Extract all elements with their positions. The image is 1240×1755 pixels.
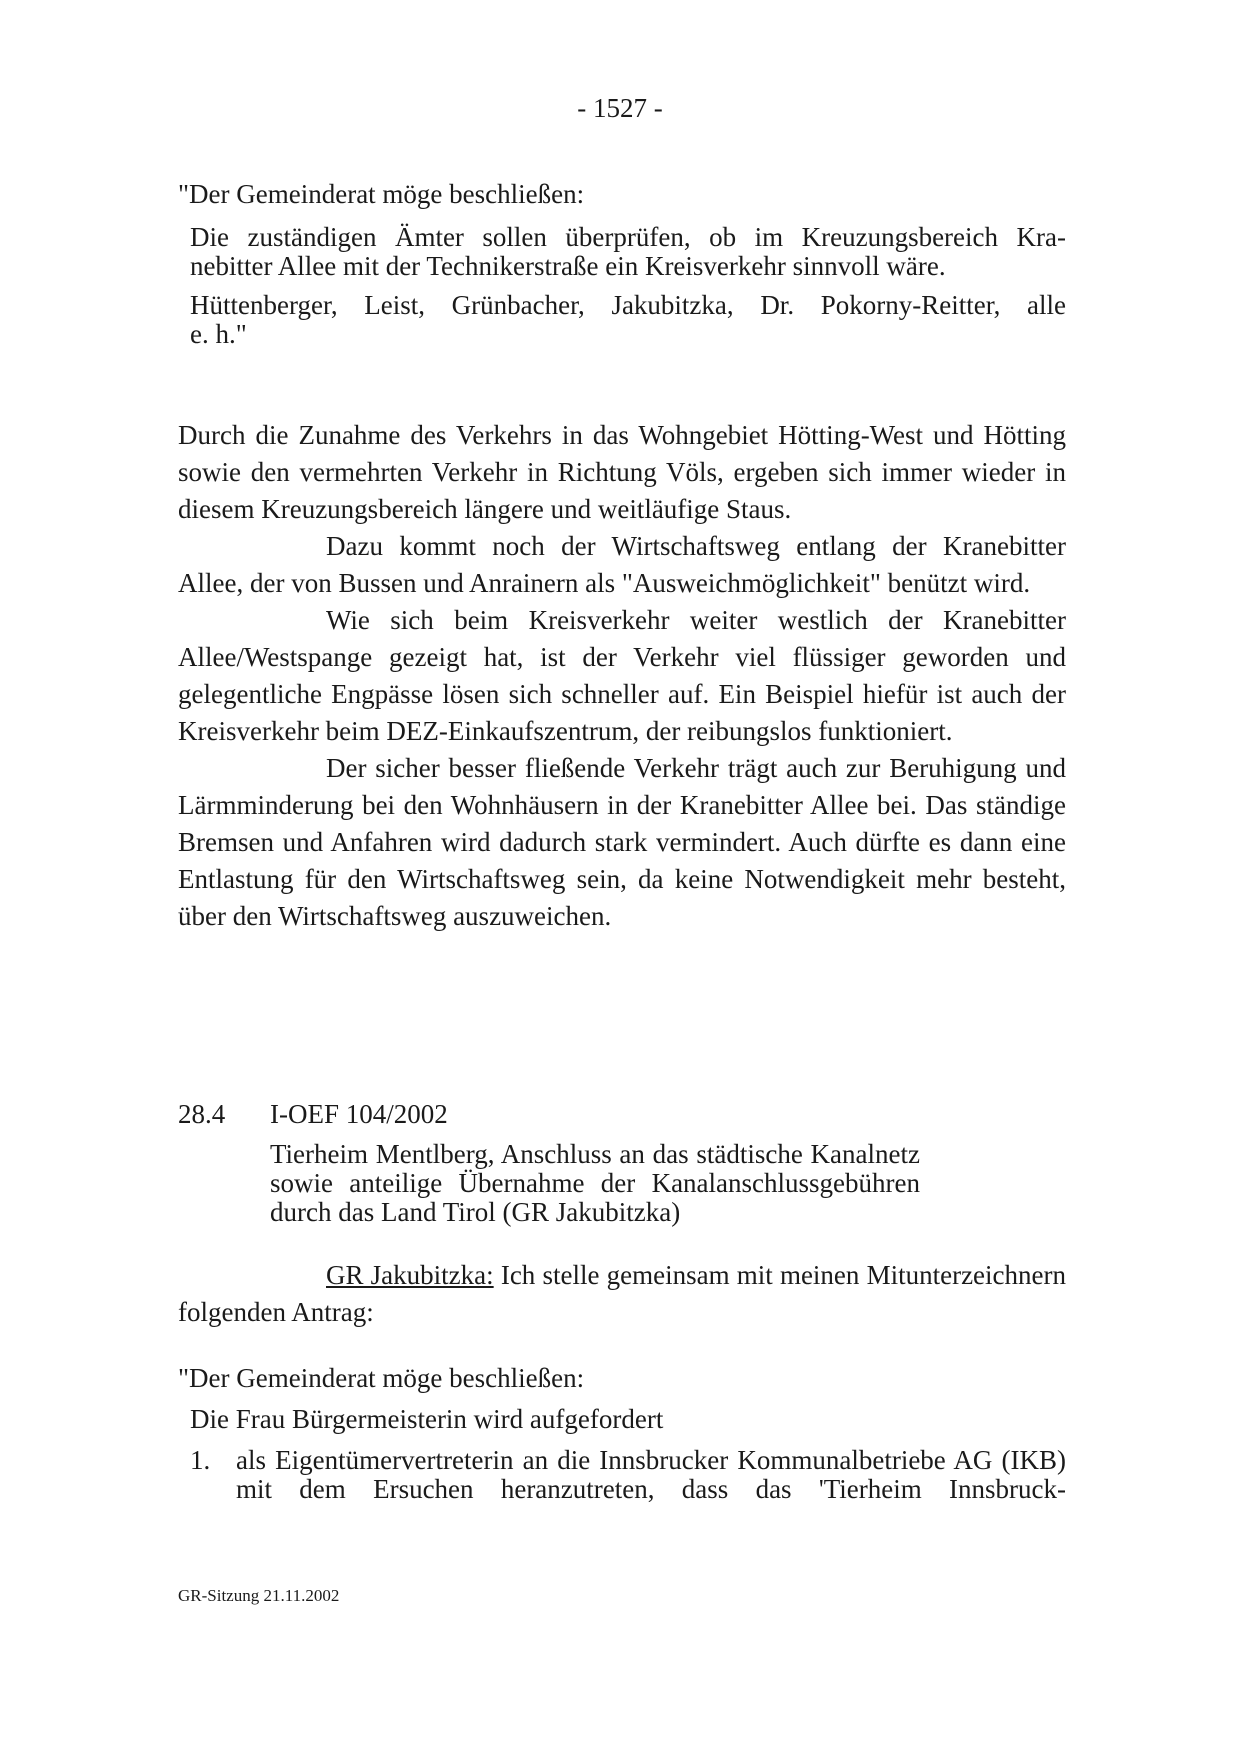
motion-1-signers [190, 291, 1066, 349]
agenda-item-header [178, 1096, 448, 1133]
speech-text: Ich stelle gemeinsam mit meinen Mitunterzeichnern folgenden Antrag: [178, 1260, 1066, 1327]
paragraph-3: Wie sich beim Kreisverkehr weiter westlich der Kranebitter Allee/Westspange gezeigt hat, ist der Verkehr viel flüssiger geworden und gelegentliche Engpässe lösen sich schneller auf. Ein Beispiel hiefür ist auch der Kreisverkehr beim DEZ-Einkaufszentrum, der reibungslos funktioniert. [178, 605, 1066, 746]
motion-2-intro: "Der Gemeinderat möge beschließen: [178, 1363, 585, 1393]
motion-1-text-line-2: nebitter Allee mit der Technikerstraße ein Kreisverkehr sinnvoll wäre. [190, 251, 946, 281]
motion-2 [178, 1360, 1066, 1438]
motion-2-lead: Die Frau Bürgermeisterin wird aufgefordert [190, 1404, 664, 1434]
paragraph-4: Der sicher besser fließende Verkehr trägt auch zur Beruhigung und Lärmminderung bei den Wohnhäusern in der Kranebitter Allee bei. Das ständige Bremsen und Anfahren wird dadurch stark vermindert. Auch dürfte es dann eine Entlastung für den Wirtschaftsweg sein, da keine Notwendigkeit mehr besteht, über den Wirtschaftsweg auszuweichen. [178, 753, 1066, 931]
motion-1-text-line-1: Die zuständigen Ämter sollen überprüfen, ob im Kreuzungsbereich Kra- [190, 222, 1066, 252]
footer-session-date: GR-Sitzung 21.11.2002 [178, 1586, 340, 1605]
agenda-item-number: 28.4 [178, 1099, 226, 1129]
motion-1-intro: "Der Gemeinderat möge beschließen: [178, 179, 585, 209]
motion-1-signers-line-2: e. h." [190, 319, 247, 349]
speaker-name: GR Jakubitzka: [326, 1260, 494, 1290]
list-item-text: als Eigentümervertreterin an die Innsbrucker Kommunalbetriebe AG (IKB) mit dem Ersuchen heranzutreten, dass das 'Tierheim Innsbruck- [236, 1445, 1066, 1504]
motion-1-signers-line-1: Hüttenberger, Leist, Grünbacher, Jakubitzka, Dr. Pokorny-Reitter, alle [190, 290, 1066, 320]
paragraph-1: Durch die Zunahme des Verkehrs in das Wohngebiet Hötting-West und Hötting sowie den vermehrten Verkehr in Richtung Völs, ergeben sich immer wieder in diesem Kreuzungsbereich längere und weitläufige Staus. [178, 420, 1066, 524]
motion-1-text [190, 223, 1066, 281]
paragraph-2: Dazu kommt noch der Wirtschaftsweg entlang der Kranebitter Allee, der von Bussen und Anrainern als "Ausweichmöglichkeit" benützt wird. [178, 531, 1066, 598]
motion-1 [178, 176, 1066, 349]
motion-2-list [190, 1446, 1066, 1504]
agenda-item-title: Tierheim Mentlberg, Anschluss an das städtische Kanalnetz sowie anteilige Übernahme der Kanalanschlussgebühren durch das Land Tirol (GR Jakubitzka) [270, 1139, 920, 1227]
body-text [178, 417, 1066, 935]
speech [178, 1257, 1066, 1331]
list-item [190, 1446, 1066, 1504]
list-item-number: 1. [190, 1445, 211, 1475]
page-number: - 1527 - [577, 93, 663, 123]
agenda-item-code: I-OEF 104/2002 [270, 1099, 448, 1129]
